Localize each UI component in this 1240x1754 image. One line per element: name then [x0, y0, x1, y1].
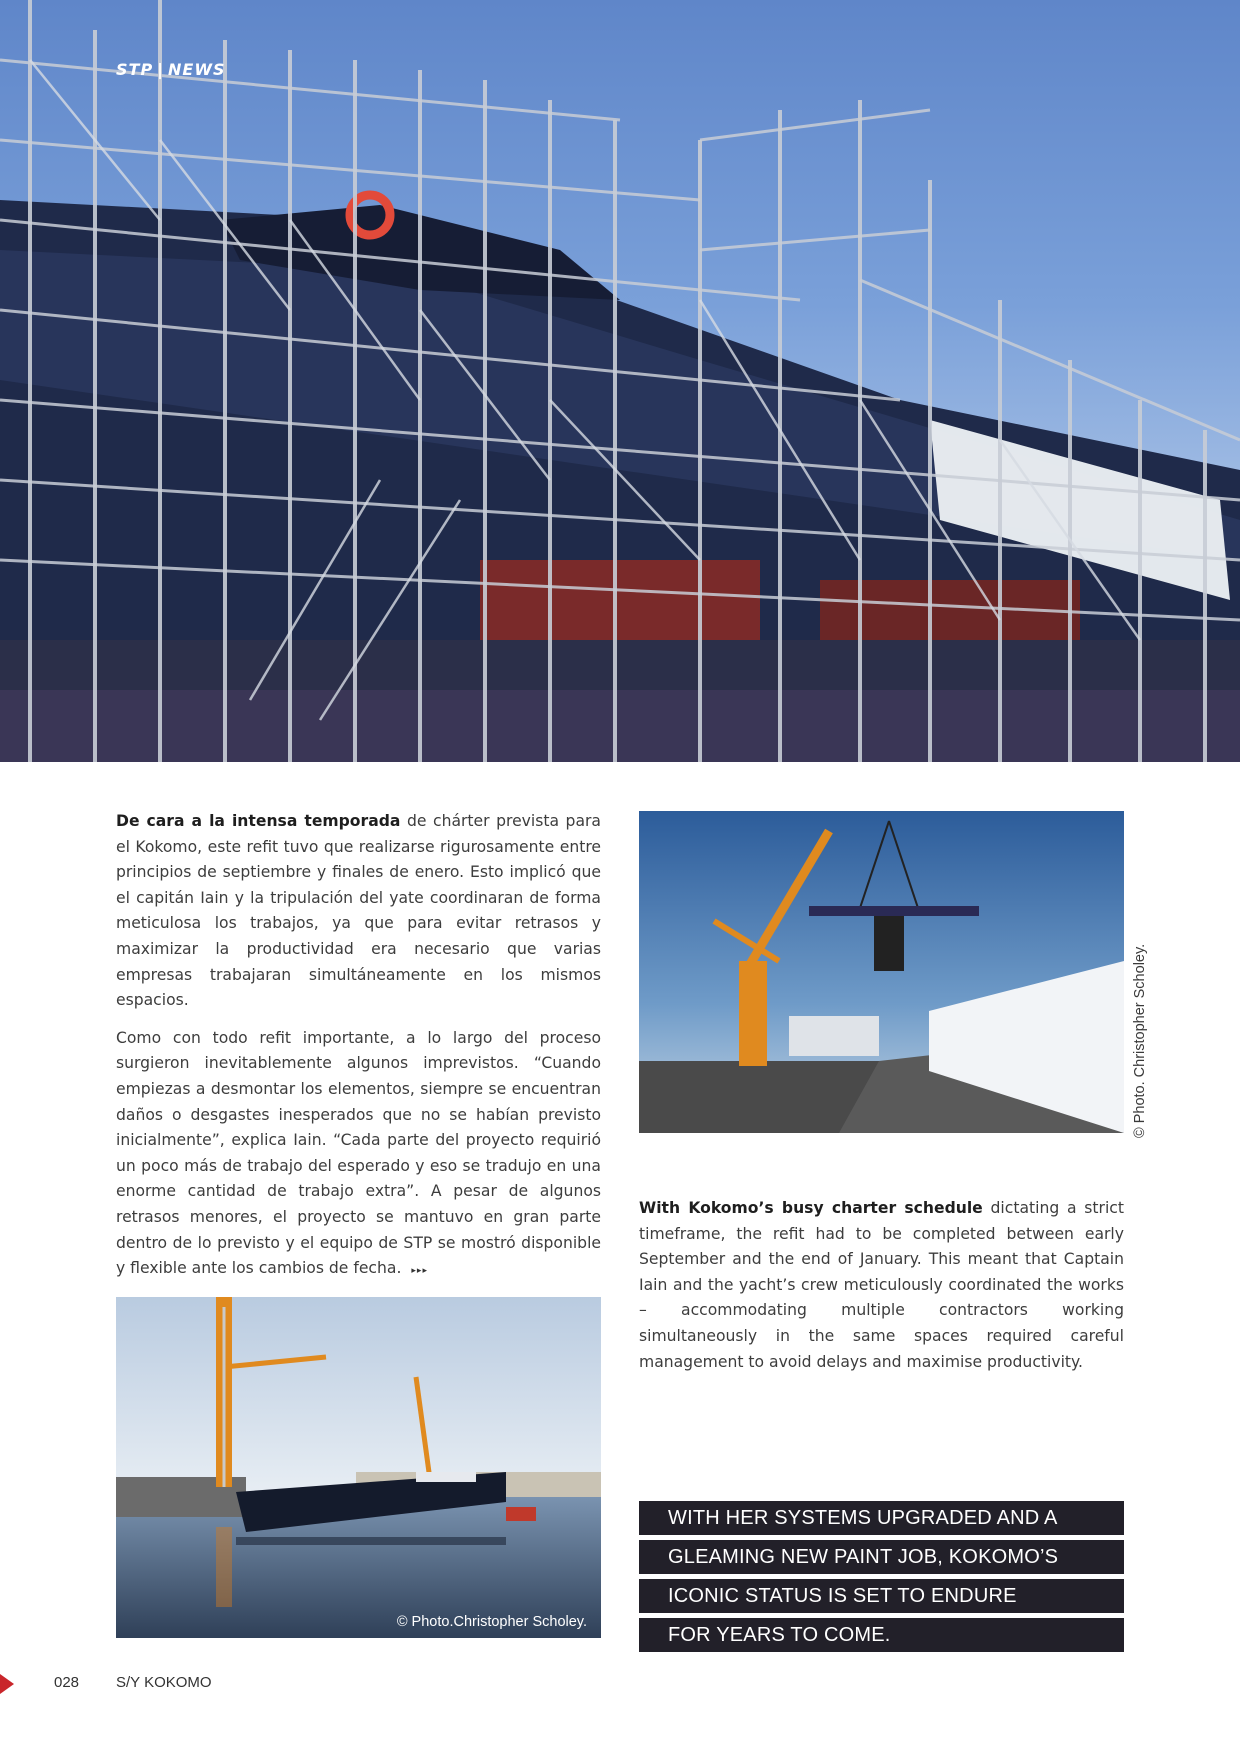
- photo-harbour-yacht: [116, 1297, 601, 1638]
- continue-arrows-icon: ▸▸▸: [411, 1266, 428, 1277]
- hero-illustration: [0, 0, 1240, 762]
- masthead-separator: |: [157, 60, 165, 79]
- masthead-section: NEWS: [168, 60, 226, 79]
- page-marker-arrow-icon: [0, 1674, 14, 1694]
- pull-quote-line: FOR YEARS TO COME.: [639, 1618, 1124, 1652]
- spanish-paragraph-1: [116, 809, 601, 1014]
- english-lead: With Kokomo’s busy charter schedule: [639, 1199, 983, 1217]
- harbour-illustration: [116, 1297, 601, 1638]
- pull-quote-line: GLEAMING NEW PAINT JOB, KOKOMO’S: [639, 1540, 1124, 1574]
- english-body: dictating a strict timeframe, the refit had to be completed between early September and the end of January. This meant that Captain Iain and the yacht’s crew meticulously coordinated the works – accommodating multiple contractors working simultaneously in the same spaces required careful management to avoid delays and maximise productivity.: [639, 1199, 1124, 1371]
- spanish-lead: De cara a la intensa temporada: [116, 812, 401, 830]
- photo-crane-lift: [639, 811, 1124, 1133]
- spanish-p2-body: Como con todo refit importante, a lo largo del proceso surgieron inevitablemente algunos imprevistos. “Cuando empiezas a desmontar los elementos, siempre se encuentran daños o desgastes inesperados que no se habían previsto inicialmente”, explica Iain. “Cada parte del proyecto requirió un poco más de trabajo del esperado y eso se tradujo en una enorme cantidad de trabajo extra”. A pesar de algunos retrasos menores, el proyecto se mantuvo en gran parte dentro de lo previsto y el equipo de STP se mostró disponible y flexible ante los cambios de fecha.: [116, 1028, 601, 1278]
- masthead: [116, 60, 226, 79]
- photo-credit-overlay: © Photo.Christopher Scholey.: [396, 1614, 587, 1630]
- spanish-p1-body: de chárter prevista para el Kokomo, este refit tuvo que realizarse rigurosamente entre principios de septiembre y finales de enero. Esto implicó que el capitán Iain y la tripulación del yate coordinaran de forma meticulosa los trabajos, ya que para evitar retrasos y maximizar la productividad era necesario que varias empresas trabajaran simultáneamente en los mismos espacios.: [116, 812, 601, 1010]
- crane-illustration: [639, 811, 1124, 1133]
- english-paragraph: [639, 1196, 1124, 1375]
- article-english: [639, 1196, 1124, 1375]
- spanish-paragraph-2: [116, 1026, 601, 1285]
- running-title: S/Y KOKOMO: [116, 1674, 212, 1691]
- masthead-brand: STP: [116, 60, 154, 79]
- photo-credit-vertical: © Photo. Christopher Scholey.: [1132, 943, 1148, 1138]
- pull-quote-line: WITH HER SYSTEMS UPGRADED AND A: [639, 1501, 1124, 1535]
- pull-quote-line: ICONIC STATUS IS SET TO ENDURE: [639, 1579, 1124, 1613]
- hero-photo-yacht-scaffolding: [0, 0, 1240, 762]
- pull-quote: [639, 1501, 1124, 1657]
- page-number: 028: [54, 1674, 80, 1691]
- article-spanish: [116, 809, 601, 1285]
